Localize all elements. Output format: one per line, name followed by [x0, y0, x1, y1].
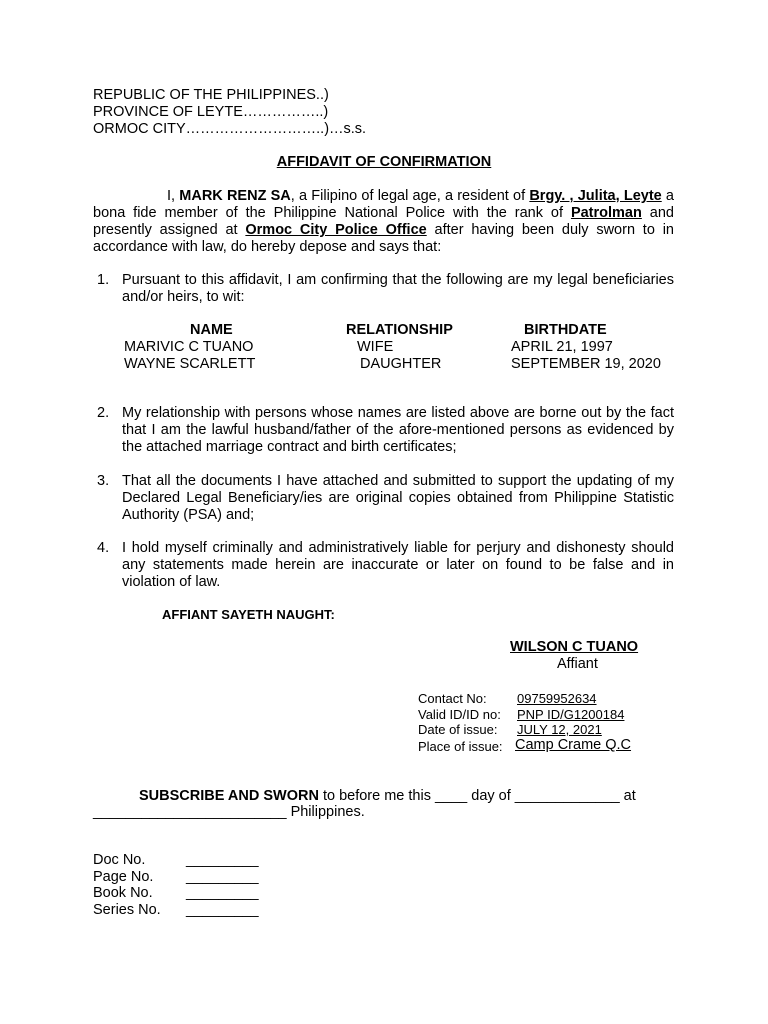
- list-item-text: Pursuant to this affidavit, I am confirming that the following are my legal beneficiaries and/or heirs, to wit:: [122, 272, 674, 305]
- intro-text-4: and presently assigned at: [93, 205, 674, 238]
- book-no-label: Book No.: [93, 885, 153, 901]
- list-item-text: I hold myself criminally and administratively liable for perjury and dishonesty should any statements made herein are inaccurate or later on found to be false and in violation of law.: [122, 540, 674, 590]
- list-item-number: 1.: [97, 272, 110, 288]
- intro-text-5: after having been duly sworn to in accordance with law, do hereby depose and says that:: [93, 222, 674, 255]
- header-city: ORMOC CITY………………………..)…s.s.: [93, 121, 367, 137]
- declarant-name: MARK RENZ SA: [179, 188, 291, 204]
- affiant-sayeth-naught: AFFIANT SAYETH NAUGHT:: [162, 607, 335, 622]
- affiant-name: WILSON C TUANO: [510, 639, 639, 655]
- sworn-statement: [139, 788, 636, 805]
- contact-value: 09759952634: [517, 691, 597, 706]
- declarant-rank: Patrolman: [570, 205, 642, 221]
- intro-paragraph: [93, 188, 674, 256]
- place-of-issue-label: Place of issue:: [418, 739, 503, 754]
- intro-text-3: a bona fide member of the Philippine National Police with the rank of: [93, 188, 674, 221]
- sworn-text: to before me this ____ day of _____________ at: [318, 788, 636, 804]
- table-cell-name: WAYNE SCARLETT: [124, 356, 256, 372]
- column-header-birthdate: BIRTHDATE: [524, 322, 607, 338]
- place-of-issue-value: Camp Crame Q.C: [515, 737, 632, 753]
- list-item-number: 4.: [97, 540, 110, 556]
- list-item-text: My relationship with persons whose names are listed above are borne out by the fact that I am the lawful husband/father of the afore-mentioned persons as evidenced by the attached marriage contract and birth certificates;: [122, 405, 674, 455]
- book-no-blank: _________: [186, 885, 259, 901]
- page-no-blank: _________: [186, 869, 259, 885]
- doc-no-label: Doc No.: [93, 852, 146, 868]
- header-republic: REPUBLIC OF THE PHILIPPINES..): [93, 87, 329, 103]
- affiant-label: Affiant: [557, 656, 598, 672]
- doc-no-blank: _________: [186, 852, 259, 868]
- list-item-number: 2.: [97, 405, 110, 421]
- page-no-label: Page No.: [93, 869, 154, 885]
- intro-text-2: , a Filipino of legal age, a resident of: [290, 188, 530, 204]
- list-item-text: That all the documents I have attached and submitted to support the updating of my Declared Legal Beneficiary/ies are original copies obtained from Philippine Statistic Authority (PSA) and;: [122, 473, 674, 523]
- list-item-number: 3.: [97, 473, 110, 489]
- table-cell-relationship: DAUGHTER: [360, 356, 442, 372]
- valid-id-value: PNP ID/G1200184: [517, 707, 625, 722]
- table-cell-name: MARIVIC C TUANO: [124, 339, 254, 355]
- series-no-label: Series No.: [93, 902, 161, 918]
- declarant-address: Brgy. , Julita, Leyte: [529, 188, 662, 204]
- contact-label: Contact No:: [418, 691, 487, 706]
- date-of-issue-label: Date of issue:: [418, 722, 498, 737]
- column-header-name: NAME: [190, 322, 233, 338]
- table-cell-birthdate: APRIL 21, 1997: [511, 339, 613, 355]
- sworn-location-line: ________________________ Philippines.: [93, 804, 365, 820]
- sworn-heading: SUBSCRIBE AND SWORN: [139, 788, 319, 804]
- date-of-issue-value: JULY 12, 2021: [517, 722, 602, 737]
- document-title: AFFIDAVIT OF CONFIRMATION: [276, 154, 492, 170]
- series-no-blank: _________: [186, 902, 259, 918]
- table-cell-birthdate: SEPTEMBER 19, 2020: [511, 356, 661, 372]
- intro-text-1: I,: [167, 188, 180, 204]
- header-province: PROVINCE OF LEYTE……………..): [93, 104, 329, 120]
- valid-id-label: Valid ID/ID no:: [418, 707, 501, 722]
- column-header-relationship: RELATIONSHIP: [346, 322, 453, 338]
- table-cell-relationship: WIFE: [357, 339, 394, 355]
- declarant-office: Ormoc City Police Office: [245, 222, 427, 238]
